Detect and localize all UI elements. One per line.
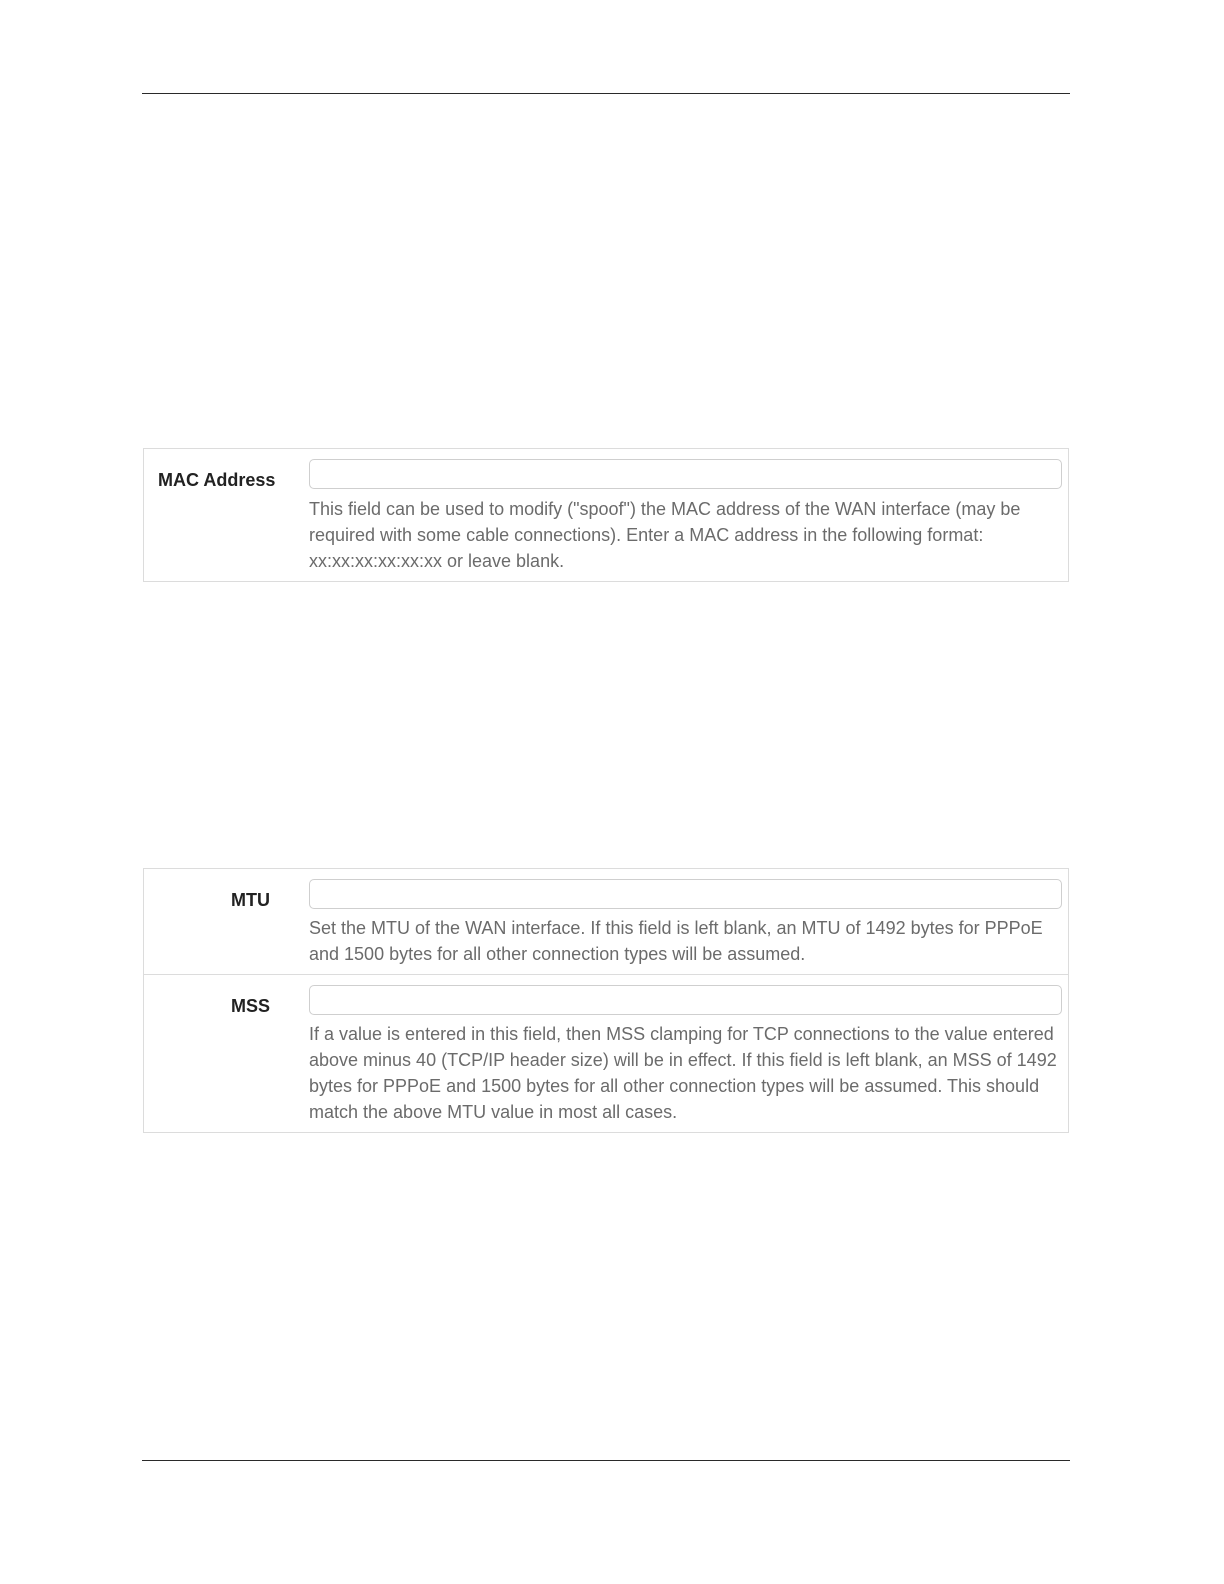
mtu-row	[144, 869, 1068, 974]
mtu-label: MTU	[231, 890, 270, 910]
mtu-input[interactable]	[309, 879, 1062, 909]
footer-rule	[142, 1460, 1070, 1461]
mss-row	[144, 974, 1068, 1133]
mac-address-input[interactable]	[309, 459, 1062, 489]
mac-address-help: This field can be used to modify ("spoof") the MAC address of the WAN interface (may be required with some cable connections). Enter a MAC address in the following format: xx:xx:xx:xx:xx:xx or leave blank.	[309, 499, 1021, 571]
mss-help: If a value is entered in this field, then MSS clamping for TCP connections to the value entered above minus 40 (TCP/IP header size) will be in effect. If this field is left blank, an MSS of 1492 bytes for PPPoE and 1500 bytes for all other connection types will be assumed. This should match the above MTU value in most all cases.	[309, 1024, 1057, 1122]
mac-address-panel	[143, 448, 1069, 582]
mac-address-label: MAC Address	[158, 470, 276, 490]
mss-input[interactable]	[309, 985, 1062, 1015]
header-rule	[142, 93, 1070, 94]
mac-address-row	[144, 449, 1068, 581]
mtu-help: Set the MTU of the WAN interface. If this field is left blank, an MTU of 1492 bytes for PPPoE and 1500 bytes for all other connection types will be assumed.	[309, 918, 1043, 964]
mss-label: MSS	[230, 996, 270, 1016]
mtu-mss-panel	[143, 868, 1069, 1133]
